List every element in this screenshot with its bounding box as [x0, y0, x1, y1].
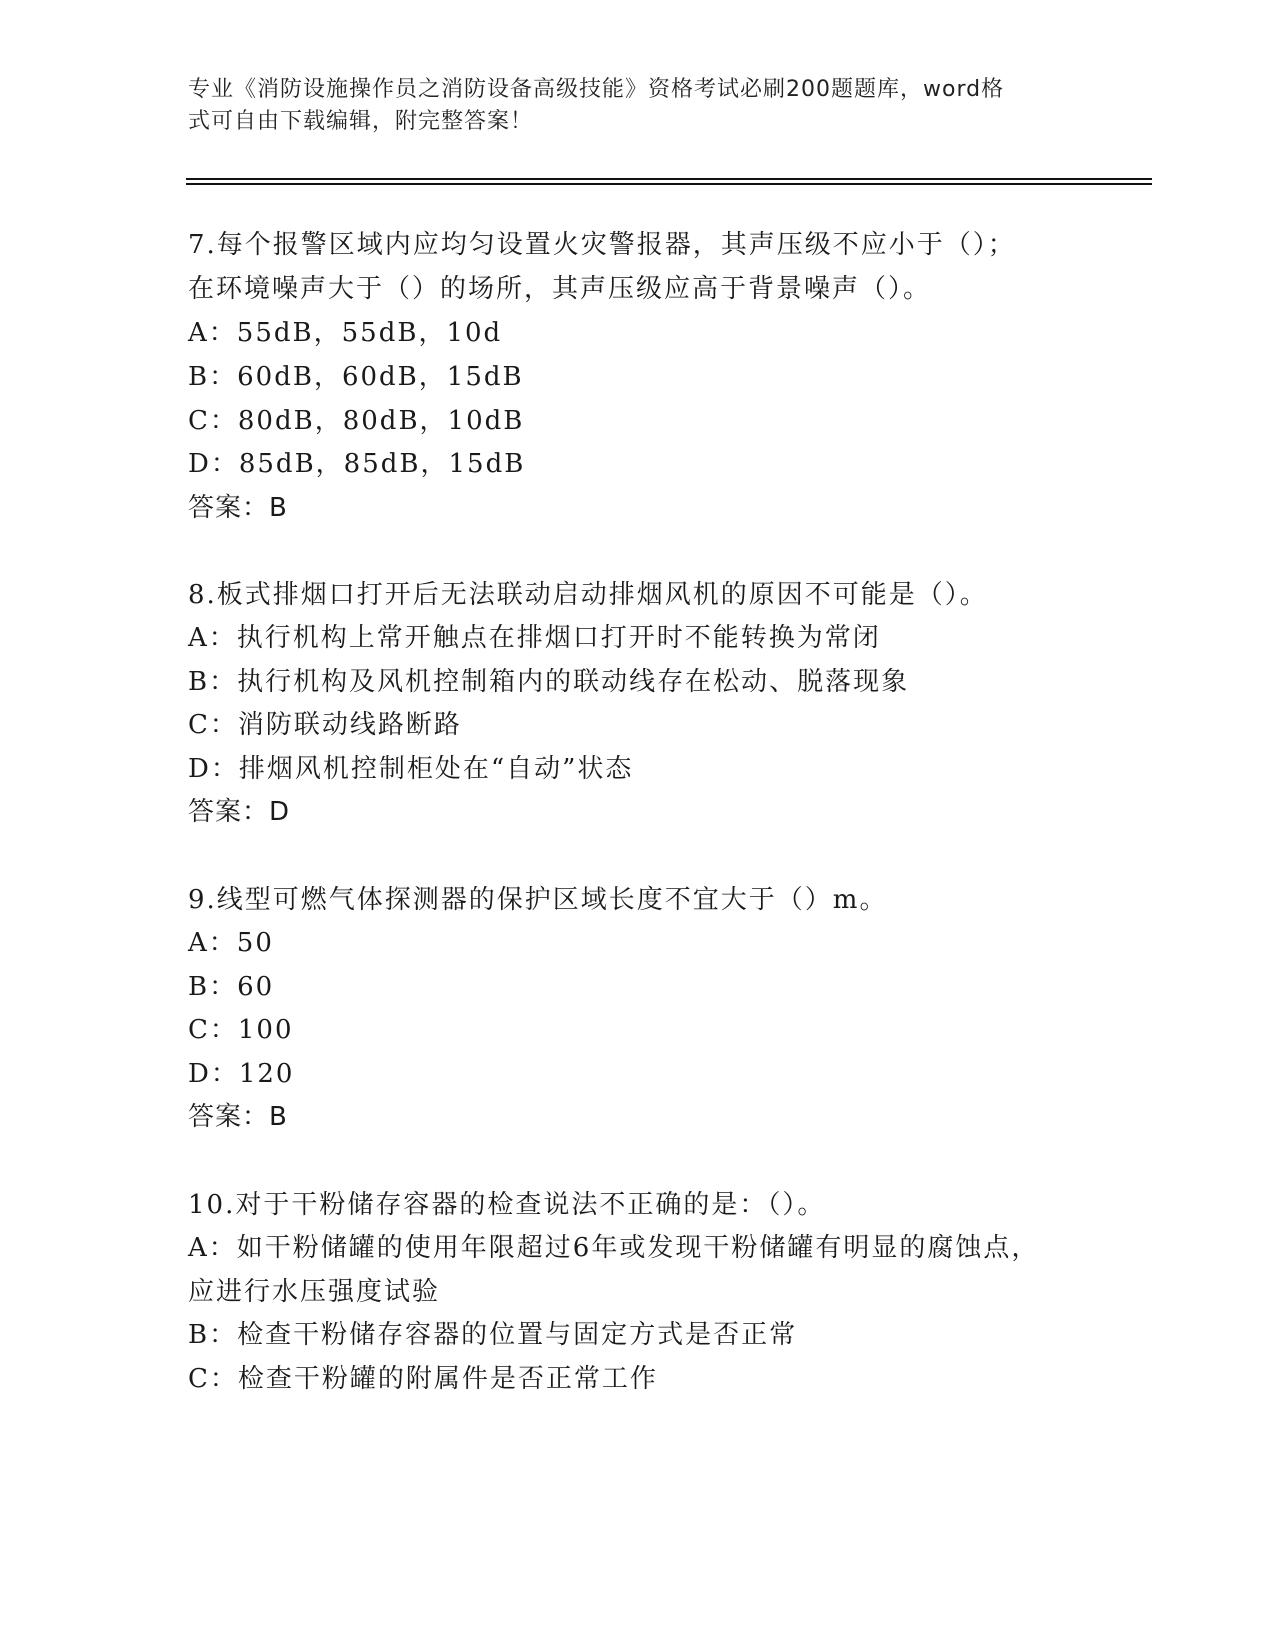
title-line-2: 式可自由下载编辑，附完整答案！ [188, 109, 534, 134]
option-a: A：50 [188, 928, 274, 958]
question-stem: 10.对于干粉储存容器的检查说法不正确的是：（）。 [188, 1190, 826, 1220]
option-a-continued: 应进行水压强度试验 [188, 1277, 441, 1307]
option-c: C：检查干粉罐的附属件是否正常工作 [188, 1364, 658, 1394]
answer: 答案：B [188, 493, 288, 523]
option-c: C：消防联动线路断路 [188, 710, 462, 740]
option-a: A：55dB，55dB，10d [188, 318, 503, 348]
option-c: C：100 [188, 1015, 294, 1045]
option-c: C：80dB，80dB，10dB [188, 406, 525, 436]
option-b: B：60dB，60dB，15dB [188, 362, 524, 392]
option-a: A：如干粉储罐的使用年限超过6年或发现干粉储罐有明显的腐蚀点， [188, 1233, 1040, 1263]
option-b: B：执行机构及风机控制箱内的联动线存在松动、脱落现象 [188, 667, 910, 697]
option-a: A：执行机构上常开触点在排烟口打开时不能转换为常闭 [188, 623, 881, 653]
question-stem: 在环境噪声大于（）的场所，其声压级应高于背景噪声（）。 [188, 274, 932, 304]
option-b: B：检查干粉储存容器的位置与固定方式是否正常 [188, 1320, 798, 1350]
answer: 答案：D [188, 797, 291, 827]
header-divider-top [186, 178, 1152, 180]
document-title [188, 74, 1088, 138]
header-divider-bottom [186, 183, 1152, 185]
question-stem: 7.每个报警区域内应均匀设置火灾警报器，其声压级不应小于（）； [188, 230, 1016, 260]
option-d: D：85dB，85dB，15dB [188, 449, 526, 479]
option-d: D：120 [188, 1059, 295, 1089]
option-b: B：60 [188, 972, 275, 1002]
question-stem: 8.板式排烟口打开后无法联动启动排烟风机的原因不可能是（）。 [188, 580, 988, 610]
title-line-1: 专业《消防设施操作员之消防设备高级技能》资格考试必刷200题题库，word格 [188, 77, 1005, 102]
answer: 答案：B [188, 1102, 288, 1132]
option-d: D：排烟风机控制柜处在“自动”状态 [188, 754, 634, 784]
question-stem: 9.线型可燃气体探测器的保护区域长度不宜大于（）m。 [188, 885, 888, 915]
